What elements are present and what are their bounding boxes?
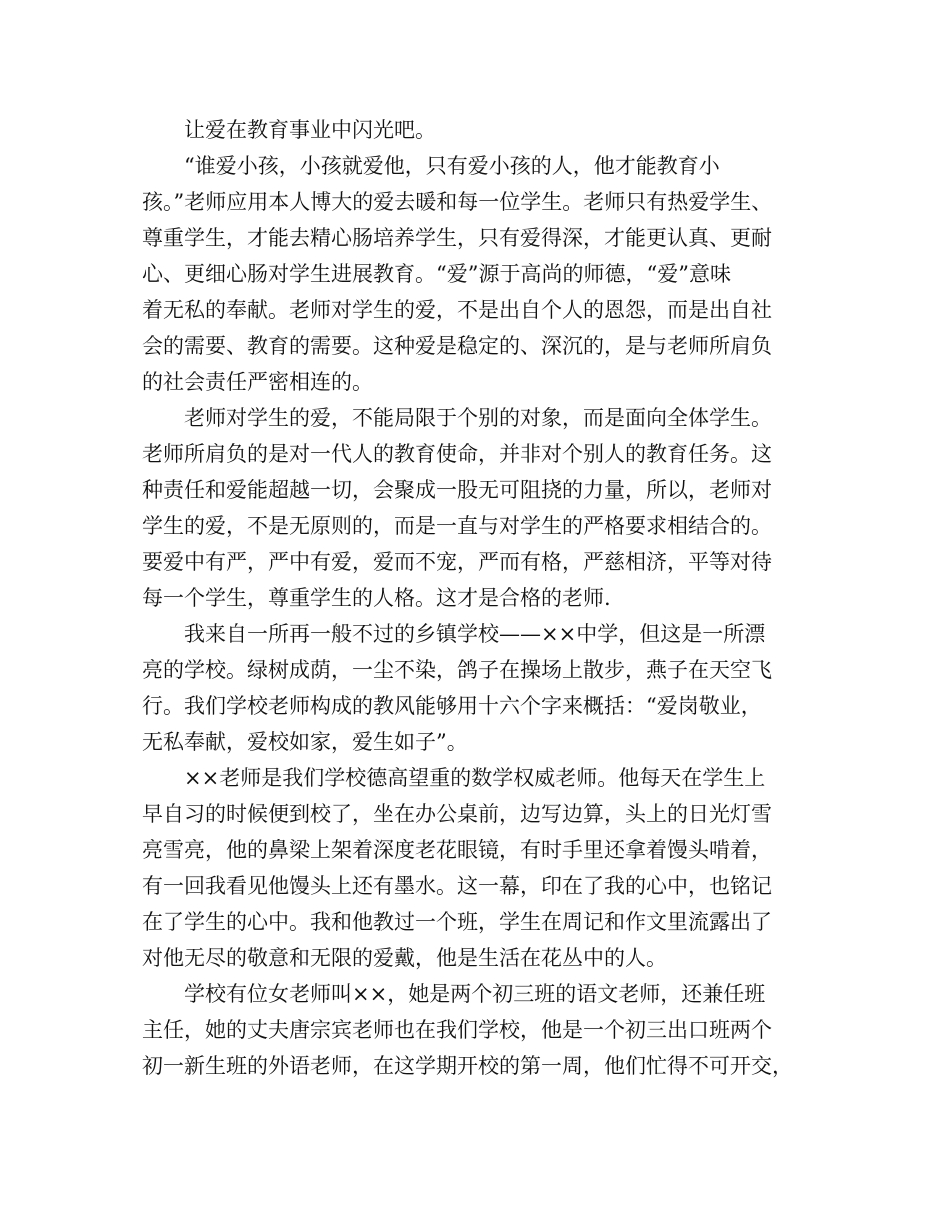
text-line: 着无私的奉献。老师对学生的爱，不是出自个人的恩怨，而是出自社 [142,298,772,322]
text-line: ××老师是我们学校德高望重的数学权威老师。他每天在学生上 [184,766,766,790]
text-line: 对他无尽的敬意和无限的爱戴，他是生活在花丛中的人。 [142,946,667,970]
text-line: 让爱在教育事业中闪光吧。 [184,118,436,142]
text-line: 要爱中有严，严中有爱，爱而不宠，严而有格，严慈相济，平等对待 [142,550,772,574]
text-line: 种责任和爱能超越一切，会聚成一股无可阻挠的力量，所以，老师对 [142,478,772,502]
paragraph-4 [142,616,832,760]
text-line: 会的需要、教育的需要。这种爱是稳定的、深沉的，是与老师所肩负 [142,334,772,358]
text-line: 心、更细心肠对学生进展教育。“爱”源于高尚的师德，“爱”意味 [142,262,731,286]
document-body [142,112,832,1084]
text-line: 亮雪亮，他的鼻梁上架着深度老花眼镜，有时手里还拿着馒头啃着， [142,838,772,862]
text-line: 早自习的时候便到校了，坐在办公桌前，边写边算，头上的日光灯雪 [142,802,772,826]
text-line: 亮的学校。绿树成荫，一尘不染，鸽子在操场上散步，燕子在天空飞 [142,658,772,682]
text-line: “谁爱小孩，小孩就爱他，只有爱小孩的人，他才能教育小 [184,154,720,178]
text-line: 老师对学生的爱，不能局限于个别的对象，而是面向全体学生。 [184,406,772,430]
paragraph-6 [142,976,832,1084]
text-line: 老师所肩负的是对一代人的教育使命，并非对个别人的教育任务。这 [142,442,772,466]
text-line: 有一回我看见他馒头上还有墨水。这一幕，印在了我的心中，也铭记 [142,874,772,898]
paragraph-5 [142,760,832,976]
paragraph-2 [142,148,832,400]
text-line: 每一个学生，尊重学生的人格。这才是合格的老师. [142,586,611,610]
text-line: 学生的爱，不是无原则的，而是一直与对学生的严格要求相结合的。 [142,514,772,538]
text-line: 行。我们学校老师构成的教风能够用十六个字来概括：“爱岗敬业， [142,694,762,718]
text-line: 在了学生的心中。我和他教过一个班，学生在周记和作文里流露出了 [142,910,772,934]
paragraph-3 [142,400,832,616]
paragraph-1 [142,112,832,148]
text-line: 无私奉献，爱校如家，爱生如子”。 [142,730,468,754]
text-line: 孩。”老师应用本人博大的爱去暖和每一位学生。老师只有热爱学生、 [142,190,773,214]
text-line: 学校有位女老师叫××，她是两个初三班的语文老师，还兼任班 [184,982,766,1006]
text-line: 尊重学生，才能去精心肠培养学生，只有爱得深，才能更认真、更耐 [142,226,772,250]
text-line: 的社会责任严密相连的。 [142,370,373,394]
text-line: 初一新生班的外语老师，在这学期开校的第一周，他们忙得不可开交， [142,1054,793,1078]
text-line: 我来自一所再一般不过的乡镇学校——××中学，但这是一所漂 [184,622,766,646]
text-line: 主任，她的丈夫唐宗宾老师也在我们学校，他是一个初三出口班两个 [142,1018,772,1042]
